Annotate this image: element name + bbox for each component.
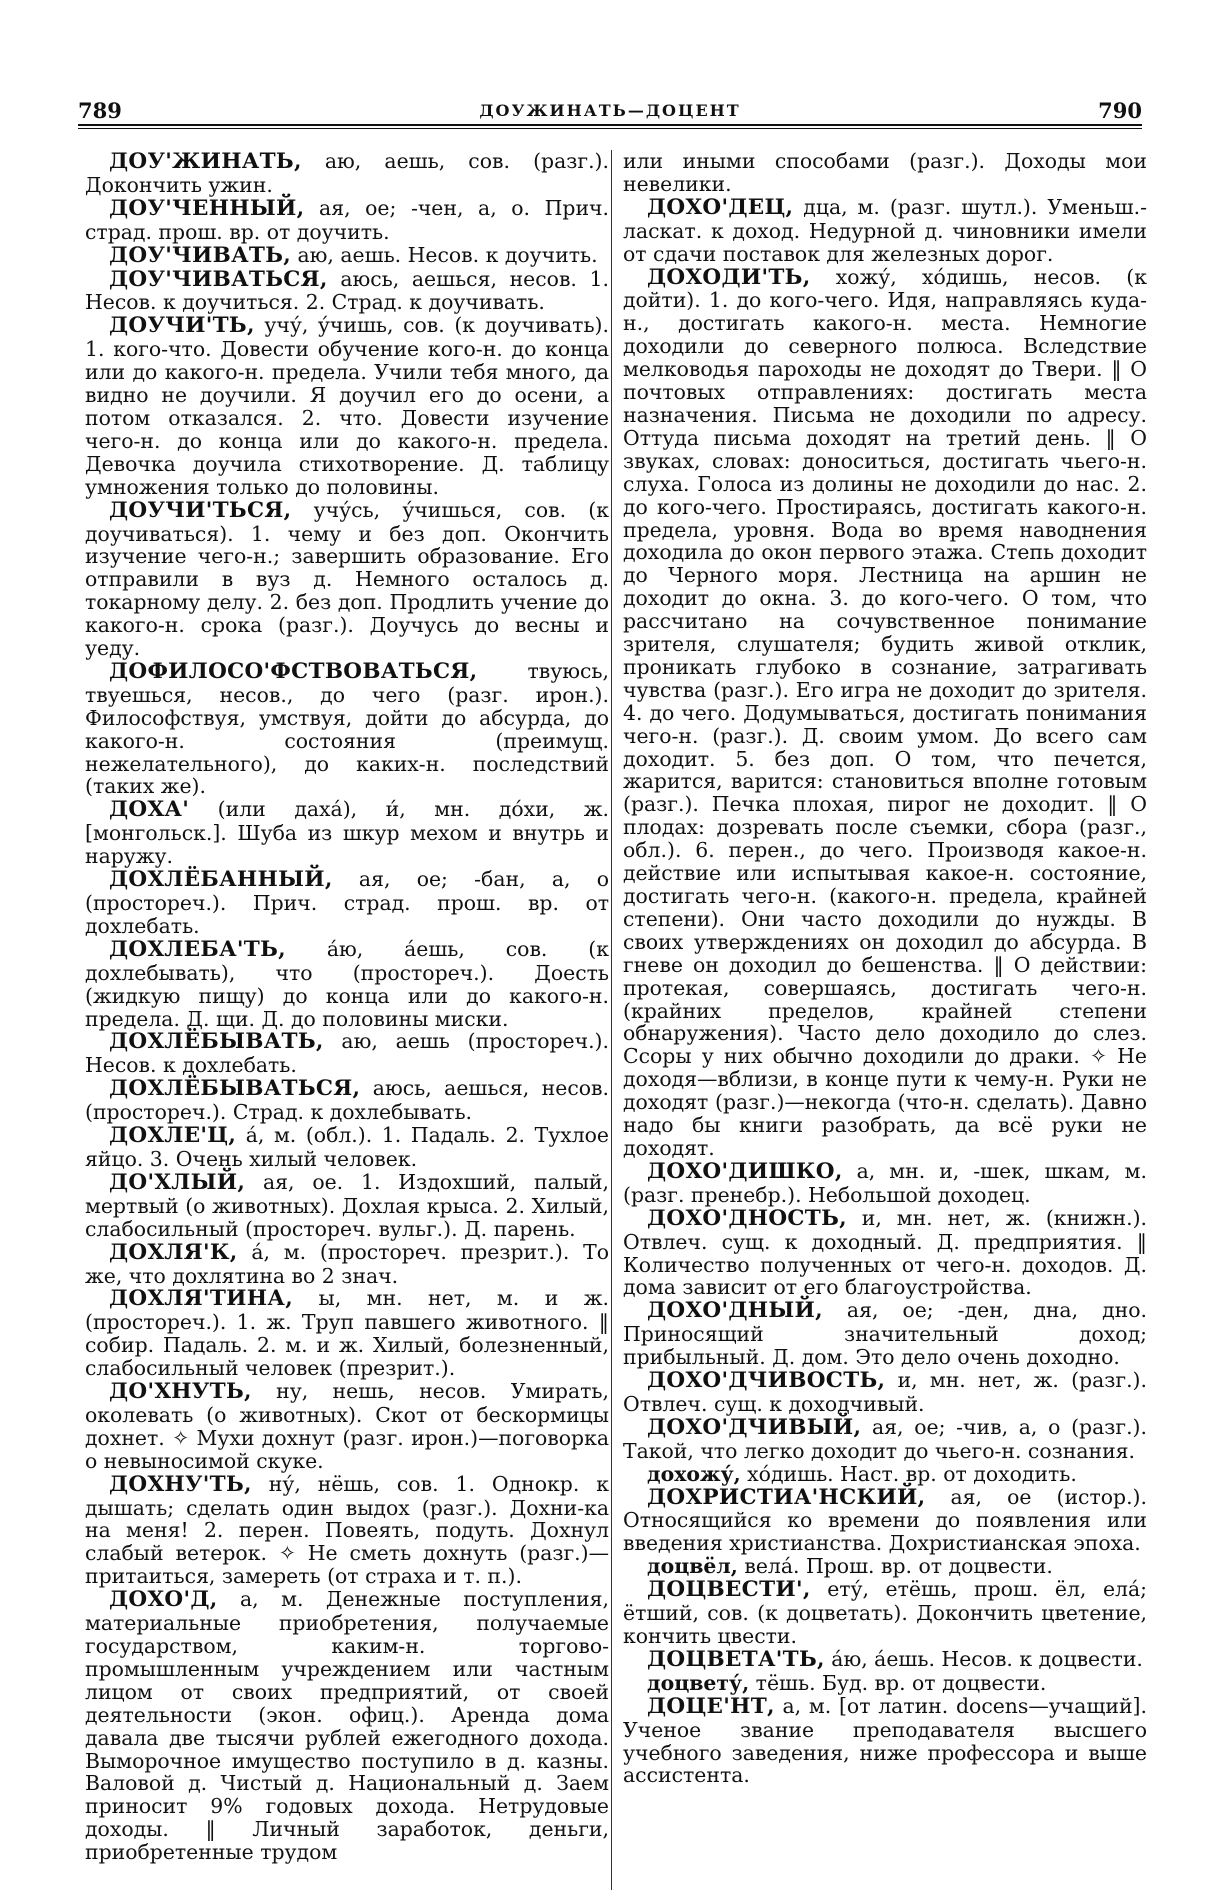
page-number-left: 789: [78, 98, 122, 123]
entry-headword: ДОХЛЯ'ТИНА,: [109, 1286, 294, 1312]
entry-definition: ая, ое; -чен, а, о. Прич. страд. прош. вр. от доучить.: [85, 195, 609, 244]
entry-definition: а, мн. и, -шек, шкам, м. (разг. пренебр.). Небольшой доходец.: [623, 1158, 1147, 1207]
dictionary-entry: [85, 314, 609, 498]
entry-definition: а́ю, а́ешь. Несов. к доцвести.: [824, 1646, 1143, 1671]
entry-definition: ету́, етёшь, прош. ёл, ела́; ётший, сов. (к доцветать). Докончить цветение, кончить цвести.: [623, 1577, 1147, 1648]
entry-definition: а́ю, а́ешь, сов. (к дохлебывать), что (простореч.). Доесть (жидкую пищу) до конца или до какого-н. предела. Д. щи. Д. до половины миски.: [85, 936, 609, 1031]
dictionary-entry: [623, 1207, 1147, 1300]
entry-headword: ДОХО'ДНЫЙ,: [647, 1298, 823, 1324]
entry-headword: ДОХО'ДНОСТЬ,: [647, 1205, 847, 1231]
entry-headword: ДОУ'ЧИВАТЬ,: [109, 242, 292, 268]
entry-headword: ДОЦВЕТА'ТЬ,: [647, 1646, 825, 1672]
right-column: [623, 150, 1147, 1875]
dictionary-entry: [85, 1030, 609, 1077]
entry-headword: ДОХЛЁБАННЫЙ,: [109, 867, 333, 893]
dictionary-entry: [623, 1648, 1147, 1672]
dictionary-entry: [85, 1124, 609, 1171]
dictionary-entry: [85, 268, 609, 315]
dictionary-entry: [623, 1463, 1147, 1486]
dictionary-entry: [85, 1380, 609, 1473]
entry-definition: тёшь. Буд. вр. от доцвести.: [749, 1670, 1047, 1695]
dictionary-entry: [85, 1241, 609, 1288]
dictionary-entry: [623, 150, 1147, 196]
entry-headword: ДОХО'Д,: [109, 1587, 218, 1613]
entry-headword: ДОЦЕ'НТ,: [647, 1693, 775, 1719]
entry-headword: ДОХЛЕБА'ТЬ,: [109, 936, 286, 962]
dictionary-entry: [623, 1695, 1147, 1788]
entry-headword: ДО'ХЛЫЙ,: [109, 1169, 246, 1195]
entry-headword: ДОХРИСТИА'НСКИЙ,: [647, 1484, 926, 1510]
dictionary-entry: [85, 1588, 609, 1864]
entry-definition: дца, м. (разг. шутл.). Уменьш.-ласкат. к доход. Недурной д. чиновники имели от сдачи поставок для железных дорог.: [623, 194, 1147, 266]
entry-definition: вела́. Прош. вр. от доцвести.: [737, 1554, 1053, 1579]
entry-definition: а́, м. (простореч. презрит.). То же, что дохлятина во 2 знач.: [85, 1239, 609, 1288]
dictionary-entry: [623, 1672, 1147, 1695]
dictionary-entry: [85, 1473, 609, 1589]
entry-definition: аю, аешь, сов. (разг.). Докончить ужин.: [85, 150, 609, 197]
column-divider: [611, 150, 612, 1890]
entry-definition: ну, нешь, несов. Умирать, околевать (о животных). Скот от бескормицы дохнет. ✧ Мухи дохнут (разг. ирон.)—поговорка о невыносимой скуке.: [85, 1379, 609, 1473]
entry-headword: ДОХО'ДЧИВОСТЬ,: [647, 1368, 886, 1394]
entry-headword: ДОХЛЁБЫВАТЬ,: [109, 1029, 324, 1055]
entry-headword: ДОХО'ДИШКО,: [647, 1158, 843, 1184]
dictionary-entry: [85, 244, 609, 268]
entry-headword: ДОХЛЁБЫВАТЬСЯ,: [109, 1076, 361, 1102]
page-number-right: 790: [1098, 98, 1142, 123]
entry-headword: ДОЦВЕСТИ',: [647, 1577, 811, 1603]
entry-headword: ДОУ'ЖИНАТЬ,: [109, 150, 302, 174]
entry-definition: а́, м. (обл.). 1. Падаль. 2. Тухлое яйцо. 3. Очень хилый человек.: [85, 1123, 609, 1171]
entry-definition: и, мн. нет, ж. (разг.). Отвлеч. сущ. к доходчивый.: [623, 1368, 1147, 1416]
entry-headword: дохожу́,: [647, 1461, 741, 1486]
header-rule: [78, 124, 1142, 129]
dictionary-entry: [623, 1299, 1147, 1369]
entry-definition: и, мн. нет, ж. (книжн.). Отвлеч. сущ. к доходный. Д. предприятия. ‖ Количество полученных от чего-н. доходов. Д. дома зависит от его благоустройства.: [623, 1205, 1147, 1300]
dictionary-entry: [85, 1077, 609, 1124]
entry-definition: ая, ое; -ден, дна, дно. Приносящий значительный доход; прибыльный. Д. дом. Это дело очень доходно.: [623, 1298, 1147, 1370]
entry-headword: доцвету́,: [647, 1670, 750, 1695]
entry-headword: ДО'ХНУТЬ,: [109, 1379, 252, 1405]
entry-definition: или иными способами (разг.). Доходы мои невелики.: [623, 150, 1147, 196]
left-column: [85, 150, 609, 1875]
dictionary-entry: [85, 1287, 609, 1380]
entry-definition: твуюсь, твуешься, несов., до чего (разг. ирон.). Философствуя, умствуя, дойти до абсурда, до какого-н. состояния (преимущ. нежелательного), до каких-н. последствий (таких же).: [85, 658, 609, 799]
entry-definition: хожу́, хо́дишь, несов. (к дойти). 1. до кого-чего. Идя, направляясь куда-н., достигать какого-н. места. Немногие доходили до северного полюса. Вследствие мелководья пароходы не доходят до Твери. ‖ О почтовых отправлениях: достигать места назначения. Письма не доходили по адресу. Оттуда письма доходят на третий день. ‖ О звуках, словах: доноситься, достигать чьего-н. слуха. Голоса из долины не доходили до нас. 2. до кого-чего. Простираясь, достигать какого-н. предела, уровня. Вода во время наводнения доходила до окон первого этажа. Степь доходит до Черного моря. Лестница на аршин не доходит до окна. 3. до кого-чего. О том, что рассчитано на сочувственное понимание зрителя, слушателя; будить живой отклик, проникать глубоко в сознание, затрагивать чувства (разг.). Его игра не доходит до зрителя. 4. до чего. Додумываться, достигать понимания чего-н. (разг.). Д. своим умом. До всего сам доходит. 5. без доп. О том, что печется, жарится, варится: становиться вполне готовым (разг.). Печка плохая, пирог не доходит. ‖ О плодах: дозревать после съемки, сбора (разг., обл.). 6. перен., до чего. Производя какое-н. действие или испытывая какое-н. состояние, достигать чего-н. (какого-н. предела, крайней степени). Они часто доходили до нужды. В своих утверждениях он доходил до абсурда. В гневе он доходил до бешенства. ‖ О действии: протекая, совершаясь, достигать чего-н. (крайних пределов, крайней степени обнаружения). Часто дело доходило до слез. Ссоры у них обычно доходили до драки. ✧ Не доходя—вблизи, в конце пути к чему-н. Руки не доходят (разг.)—некогда (что-н. сделать). Давно надо бы книги разобрать, да всё руки не доходят.: [623, 264, 1147, 1160]
dictionary-entry: [85, 938, 609, 1031]
dictionary-entry: [623, 1578, 1147, 1648]
dictionary-entry: [623, 1416, 1147, 1463]
entry-definition: а, м. [от латин. docens—учащий]. Ученое звание преподавателя высшего учебного заведения, ниже профессора и выше ассистента.: [623, 1693, 1147, 1788]
dictionary-entry: [623, 1486, 1147, 1556]
entry-definition: ы, мн. нет, м. и ж. (простореч.). 1. ж. Труп павшего животного. ‖ собир. Падаль. 2. м. и ж. Хилый, болезненный, слабосильный человек (презрит.).: [85, 1286, 609, 1381]
entry-definition: а, м. Денежные поступления, материальные приобретения, получаемые государством, каким-н. торгово-промышленным учреждением или частным лицом от своих предприятий, от своей деятельности (экон. офиц.). Аренда дома давала две тысячи рублей ежегодного дохода. Выморочное имущество поступило в д. казны. Валовой д. Чистый д. Национальный д. Заем приносит 9% годовых дохода. Нетрудовые доходы. ‖ Личный заработок, деньги, приобретенные трудом: [85, 1587, 609, 1865]
entry-headword: ДОУ'ЧЕННЫЙ,: [109, 195, 305, 221]
dictionary-entry: [85, 197, 609, 244]
entry-headword: ДОФИЛОСО'ФСТВОВАТЬСЯ,: [109, 658, 478, 684]
entry-definition: ая, ое; -бан, а, о (простореч.). Прич. страд. прош. вр. от дохлебать.: [85, 867, 609, 938]
entry-definition: ая, ое. 1. Издохший, палый, мертвый (о животных). Дохлая крыса. 2. Хилый, слабосильный (простореч. вульг.). Д. парень.: [85, 1169, 609, 1241]
entry-definition: учу́, у́чишь, сов. (к доучивать). 1. кого-что. Довести обучение кого-н. до конца или до какого-н. предела. Учили тебя много, да видно не доучили. Я доучил его до осени, а потом отказался. 2. что. Довести изучение чего-н. до конца или до какого-н. предела. Девочка доучила стихотворение. Д. таблицу умножения только до половины.: [85, 313, 609, 499]
entry-headword: ДОХО'ДЧИВЫЙ,: [647, 1414, 862, 1440]
entry-definition: (или даха́), и́, мн. до́хи, ж. [монгольск.]. Шуба из шкур мехом и внутрь и наружу.: [85, 797, 609, 869]
entry-headword: доцвёл,: [647, 1554, 738, 1579]
entry-headword: ДОХНУ'ТЬ,: [109, 1471, 252, 1497]
entry-headword: ДОХОДИ'ТЬ,: [647, 264, 811, 290]
entry-definition: аю, аешь. Несов. к доучить.: [291, 242, 598, 267]
dictionary-entry: [623, 1369, 1147, 1416]
running-title: ДОУЖИНАТЬ—ДОЦЕНТ: [479, 101, 741, 120]
entry-definition: ну́, нёшь, сов. 1. Однокр. к дышать; сделать один выдох (разг.). Дохни-ка на меня! 2. перен. Повеять, подуть. Дохнул слабый ветерок. ✧ Не сметь дохнуть (разг.)—притаиться, замереть (от страха и т. п.).: [85, 1471, 609, 1589]
dictionary-entry: [85, 1171, 609, 1241]
entry-definition: ая, ое; -чив, а, о (разг.). Такой, что легко доходит до чьего-н. сознания.: [623, 1414, 1147, 1463]
dictionary-entry: [85, 499, 609, 660]
entry-definition: ая, ое (истор.). Относящийся ко времени до появления или введения христианства. Дохристианская эпоха.: [623, 1484, 1147, 1556]
dictionary-entry: [85, 150, 609, 197]
entry-definition: хо́дишь. Наст. вр. от доходить.: [740, 1461, 1077, 1486]
dictionary-entry: [623, 266, 1147, 1160]
entry-headword: ДОУ'ЧИВАТЬСЯ,: [109, 266, 328, 292]
dictionary-entry: [623, 196, 1147, 266]
dictionary-entry: [85, 798, 609, 868]
dictionary-entry: [623, 1160, 1147, 1207]
entry-headword: ДОУЧИ'ТЬ,: [109, 313, 255, 339]
dictionary-entry: [623, 1555, 1147, 1578]
entry-headword: ДОХЛЕ'Ц,: [109, 1123, 237, 1149]
dictionary-entry: [85, 660, 609, 798]
entry-headword: ДОХО'ДЕЦ,: [647, 194, 794, 220]
entry-definition: аюсь, аешься, несов. 1. Несов. к доучиться. 2. Страд. к доучивать.: [85, 266, 609, 315]
entry-headword: ДОХА': [109, 797, 190, 823]
entry-definition: учу́сь, у́чишься, сов. (к доучиваться). 1. чему и без доп. Окончить изучение чего-н.; завершить образование. Его отправили в вуз д. Немного осталось д. токарному делу. 2. без доп. Продлить учение до какого-н. срока (разг.). Доучусь до весны и уеду.: [85, 497, 609, 661]
dictionary-entry: [85, 868, 609, 938]
page-header: [78, 98, 1142, 123]
entry-definition: аю, аешь (простореч.). Несов. к дохлебать.: [85, 1029, 609, 1078]
entry-headword: ДОХЛЯ'К,: [109, 1239, 238, 1265]
entry-headword: ДОУЧИ'ТЬСЯ,: [109, 497, 292, 523]
entry-definition: аюсь, аешься, несов. (простореч.). Страд. к дохлебывать.: [85, 1076, 609, 1125]
